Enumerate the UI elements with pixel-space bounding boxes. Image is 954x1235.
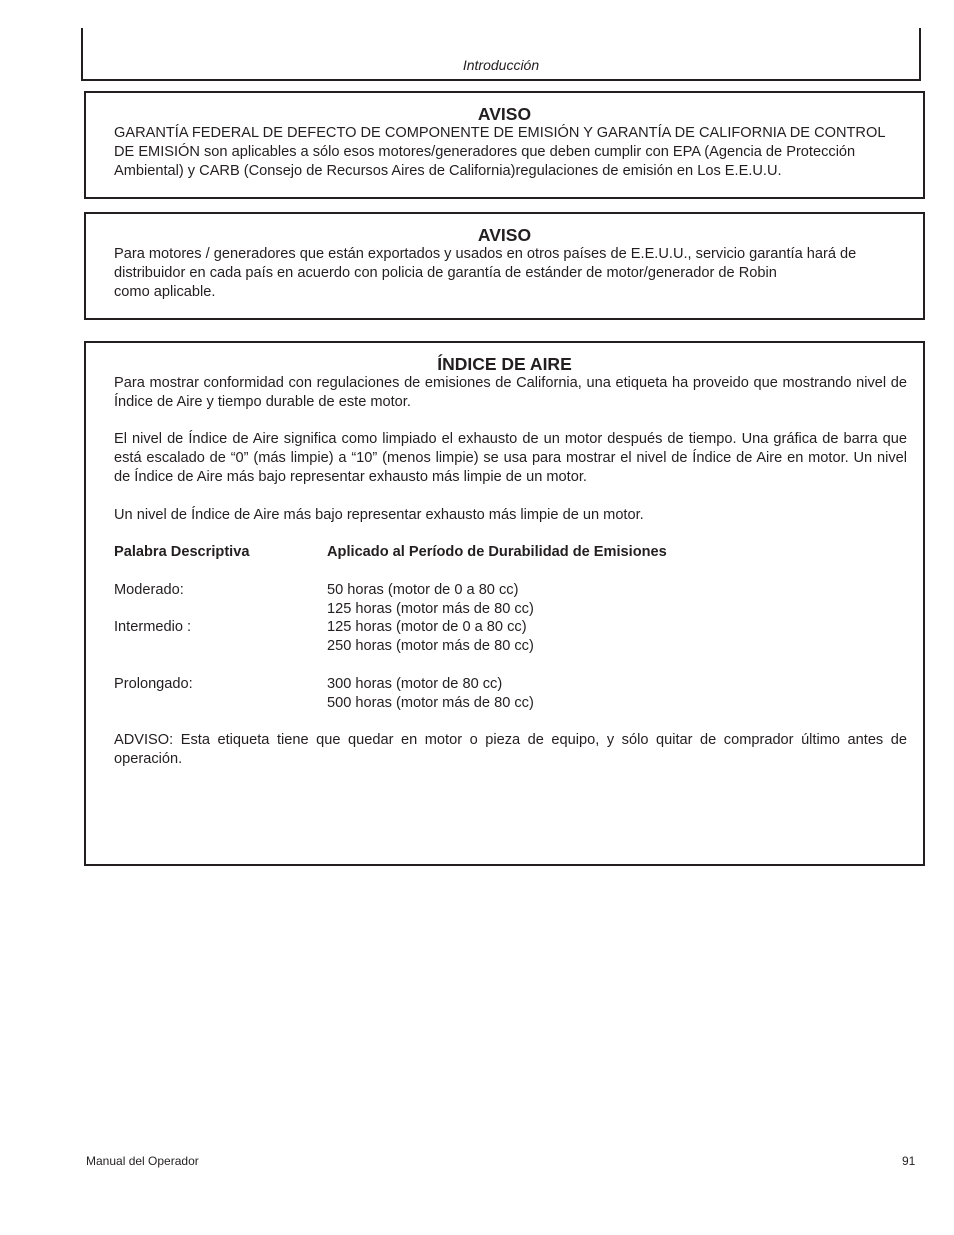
notice-title: AVISO bbox=[477, 104, 532, 124]
notice-line: distribuidor en cada país en acuerdo con policia de garantía de estánder de motor/generador de Robin bbox=[114, 264, 777, 281]
table-row-label: Moderado: bbox=[114, 581, 184, 598]
footer-manual-name: Manual del Operador bbox=[86, 1154, 199, 1168]
durability-table-header bbox=[114, 543, 907, 562]
section-title: Introducción bbox=[462, 57, 540, 73]
notice-line: como aplicable. bbox=[114, 283, 216, 300]
notice-line: Para motores / generadores que están exportados y usados en otros países de E.E.U.U., servicio garantía hará de bbox=[114, 246, 857, 262]
notice-line: DE EMISIÓN son aplicables a sólo esos motores/generadores que deben cumplir con EPA (Agencia de Protección bbox=[114, 143, 856, 160]
table-row-value: 500 horas (motor más de 80 cc) bbox=[327, 694, 534, 711]
table-row bbox=[114, 581, 907, 600]
air-index-paragraph: Para mostrar conformidad con regulaciones de emisiones de California, una etiqueta ha proveido que mostrando nivel de Índice de Aire y tiempo durable de este motor. bbox=[114, 375, 907, 410]
notice-box-export-warranty bbox=[84, 212, 925, 320]
notice-title: AVISO bbox=[477, 225, 532, 245]
table-row-value: 125 horas (motor de 0 a 80 cc) bbox=[327, 619, 527, 636]
table-row-value: 125 horas (motor más de 80 cc) bbox=[327, 600, 534, 617]
table-row-value: 250 horas (motor más de 80 cc) bbox=[327, 638, 534, 655]
notice-box-emission-warranty bbox=[84, 91, 925, 199]
notice-line: Ambiental) y CARB (Consejo de Recursos Aires de California)regulaciones de emisión en Los E.E.U.U. bbox=[114, 162, 782, 179]
page-header-frame bbox=[81, 28, 921, 81]
table-row bbox=[114, 637, 907, 656]
table-row bbox=[114, 694, 907, 713]
table-row bbox=[114, 618, 907, 637]
table-row bbox=[114, 675, 907, 694]
air-index-paragraph: Un nivel de Índice de Aire más bajo representar exhausto más limpie de un motor. bbox=[114, 506, 644, 523]
air-index-advice: ADVISO: Esta etiqueta tiene que quedar en motor o pieza de equipo, y sólo quitar de comprador último antes de operación. bbox=[114, 732, 907, 767]
table-row-value: 300 horas (motor de 80 cc) bbox=[327, 675, 503, 692]
air-index-title: ÍNDICE DE AIRE bbox=[437, 354, 572, 374]
air-index-box bbox=[84, 341, 925, 866]
table-row bbox=[114, 600, 907, 619]
table-header-period: Aplicado al Período de Durabilidad de Emisiones bbox=[327, 544, 667, 561]
notice-line: GARANTÍA FEDERAL DE DEFECTO DE COMPONENTE DE EMISIÓN Y GARANTÍA DE CALIFORNIA DE CONTROL bbox=[114, 125, 886, 141]
table-row-label: Intermedio : bbox=[114, 619, 192, 636]
air-index-paragraph: El nivel de Índice de Aire significa como limpiado el exhausto de un motor después de tiempo. Una gráfica de barra que está escalado de “0” (más limpie) a “10” (menos limpie) se usa para mostrar el nivel de Índice de Aire en motor. Un nivel de Índice de Aire más bajo representar exhausto más limpie de un motor. bbox=[114, 431, 907, 485]
table-row-label: Prolongado: bbox=[114, 675, 193, 692]
table-row-value: 50 horas (motor de 0 a 80 cc) bbox=[327, 581, 519, 598]
footer-page-number: 91 bbox=[902, 1154, 916, 1168]
table-header-descriptor: Palabra Descriptiva bbox=[114, 544, 250, 561]
